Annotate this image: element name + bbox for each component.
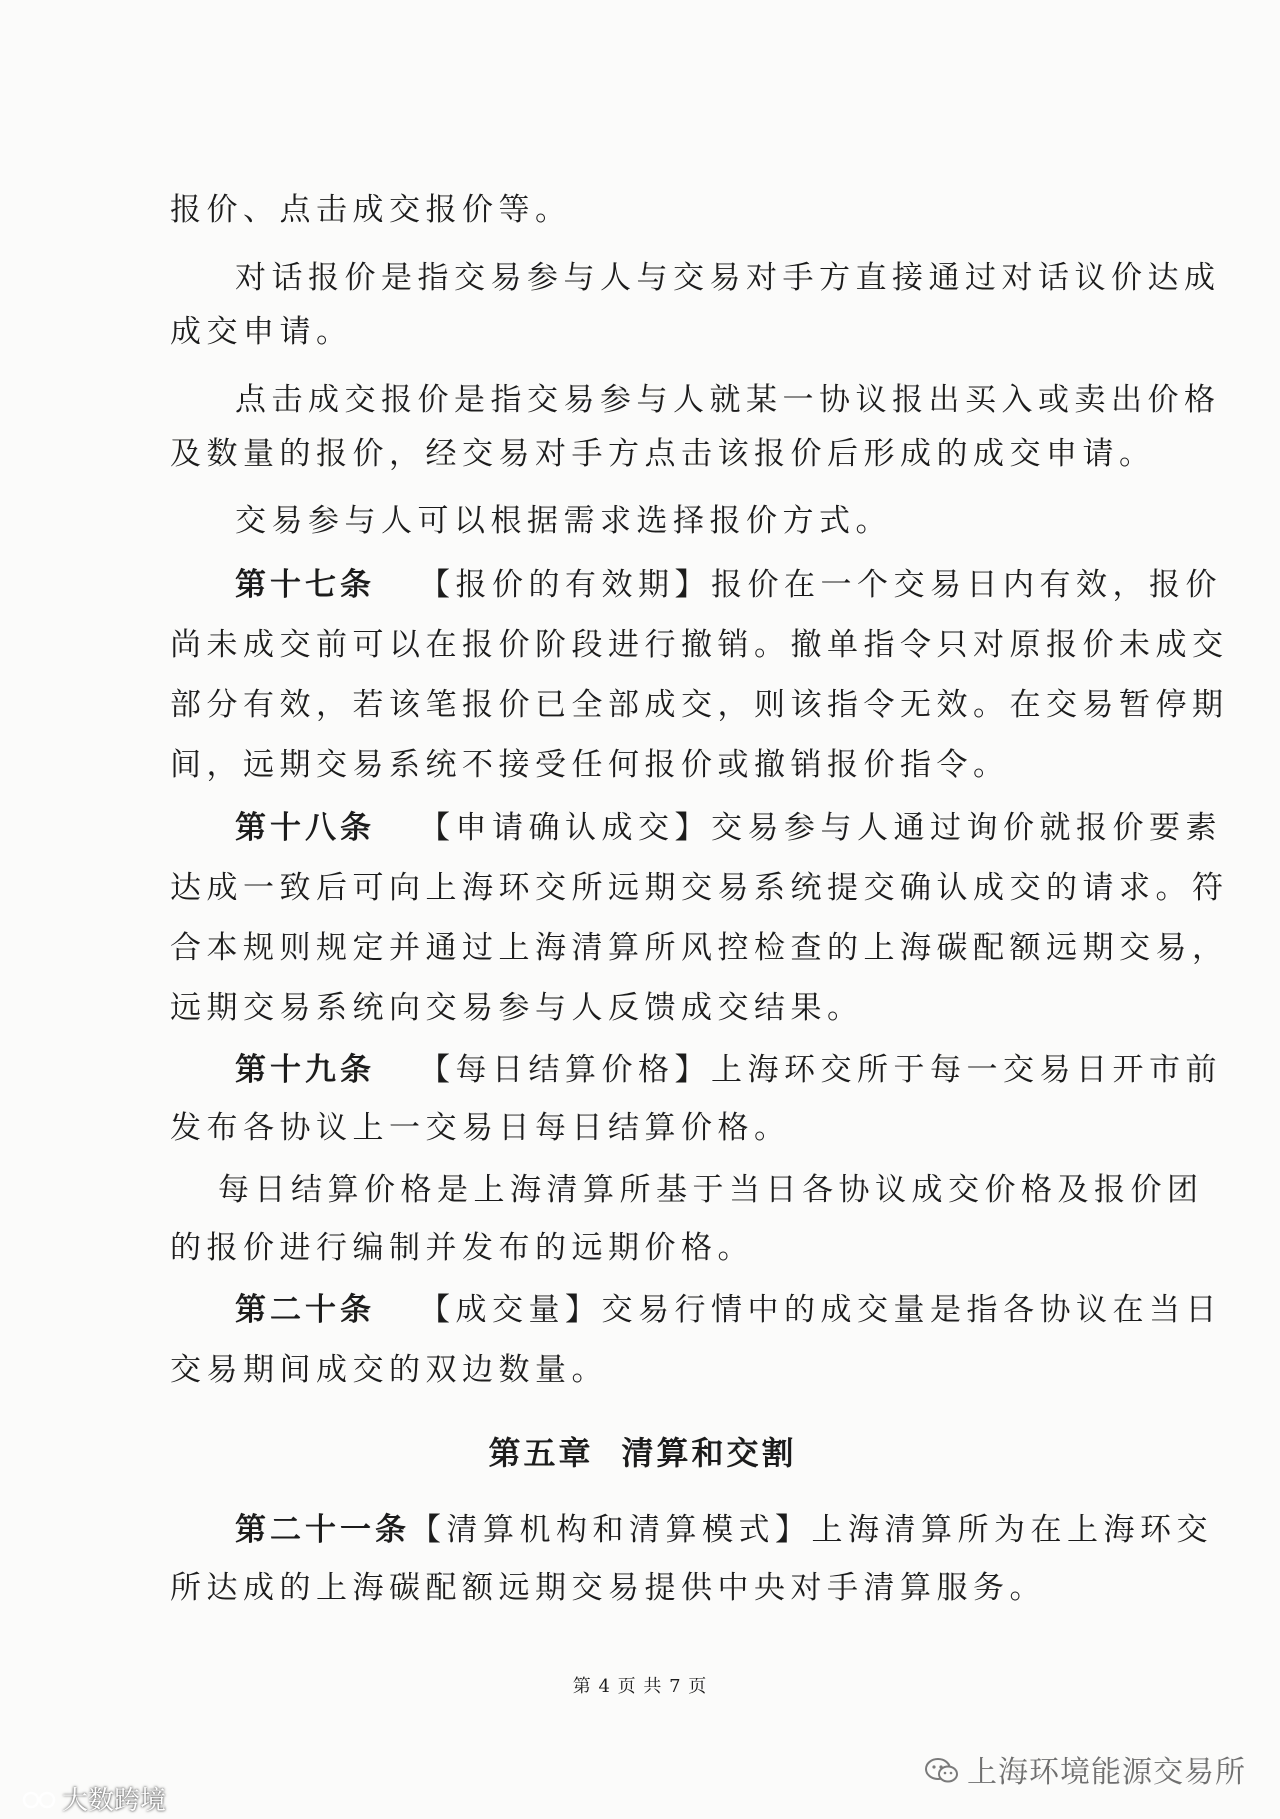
article-20-first-line — [235, 1290, 1222, 1330]
article-21-heading: 第二十一条 — [235, 1512, 410, 1548]
paragraph-line: 报价、点击成交报价等。 — [170, 192, 572, 228]
paragraph-line: 发布各协议上一交易日每日结算价格。 — [170, 1110, 791, 1146]
article-18-heading: 第十八条 — [235, 810, 375, 846]
paragraph-line: 部分有效，若该笔报价已全部成交，则该指令无效。在交易暂停期 — [170, 687, 1229, 723]
paragraph-line: 合本规则规定并通过上海清算所风控检查的上海碳配额远期交易， — [170, 930, 1229, 966]
paragraph-line: 每日结算价格是上海清算所基于当日各协议成交价格及报价团 — [218, 1172, 1204, 1208]
logo-icon — [22, 1788, 58, 1812]
article-17-first-line — [235, 565, 1222, 605]
paragraph-line: 交易期间成交的双边数量。 — [170, 1352, 608, 1388]
article-20-text: 【成交量】交易行情中的成交量是指各协议在当日 — [419, 1292, 1222, 1328]
paragraph-line: 点击成交报价是指交易参与人就某一协议报出买入或卖出价格 — [235, 382, 1221, 418]
chapter-title: 清算和交割 — [621, 1434, 797, 1472]
article-17-heading: 第十七条 — [235, 567, 375, 603]
paragraph-line: 尚未成交前可以在报价阶段进行撤销。撤单指令只对原报价未成交 — [170, 627, 1229, 663]
article-19-heading: 第十九条 — [235, 1052, 375, 1088]
brand-watermark — [22, 1780, 166, 1817]
article-21-first-line — [235, 1510, 1213, 1550]
article-19-first-line — [235, 1050, 1222, 1090]
paragraph-line: 远期交易系统向交易参与人反馈成交结果。 — [170, 990, 864, 1026]
article-18-first-line — [235, 808, 1222, 848]
article-18-text: 【申请确认成交】交易参与人通过询价就报价要素 — [419, 810, 1222, 846]
paragraph-line: 间，远期交易系统不接受任何报价或撤销报价指令。 — [170, 747, 1010, 783]
wechat-watermark-text: 上海环境能源交易所 — [967, 1755, 1246, 1790]
wechat-watermark — [925, 1747, 1246, 1791]
chapter-number: 第五章 — [488, 1434, 594, 1472]
chapter-heading — [170, 1428, 1115, 1474]
paragraph-line: 交易参与人可以根据需求选择报价方式。 — [235, 503, 892, 539]
wechat-icon — [925, 1757, 959, 1785]
article-21-text: 【清算机构和清算模式】上海清算所为在上海环交 — [410, 1512, 1213, 1548]
article-19-text: 【每日结算价格】上海环交所于每一交易日开市前 — [419, 1052, 1222, 1088]
paragraph-line: 对话报价是指交易参与人与交易对手方直接通过对话议价达成 — [235, 260, 1221, 296]
page-number: 第 4 页 共 7 页 — [572, 1676, 708, 1697]
paragraph-line: 所达成的上海碳配额远期交易提供中央对手清算服务。 — [170, 1570, 1046, 1606]
paragraph-line: 的报价进行编制并发布的远期价格。 — [170, 1230, 754, 1266]
paragraph-line: 达成一致后可向上海环交所远期交易系统提交确认成交的请求。符 — [170, 870, 1229, 906]
paragraph-line: 成交申请。 — [170, 314, 353, 350]
brand-watermark-text: 大数跨境 — [62, 1786, 167, 1816]
paragraph-line: 及数量的报价，经交易对手方点击该报价后形成的成交申请。 — [170, 436, 1156, 472]
article-20-heading: 第二十条 — [235, 1292, 375, 1328]
article-17-text: 【报价的有效期】报价在一个交易日内有效，报价 — [419, 567, 1222, 603]
